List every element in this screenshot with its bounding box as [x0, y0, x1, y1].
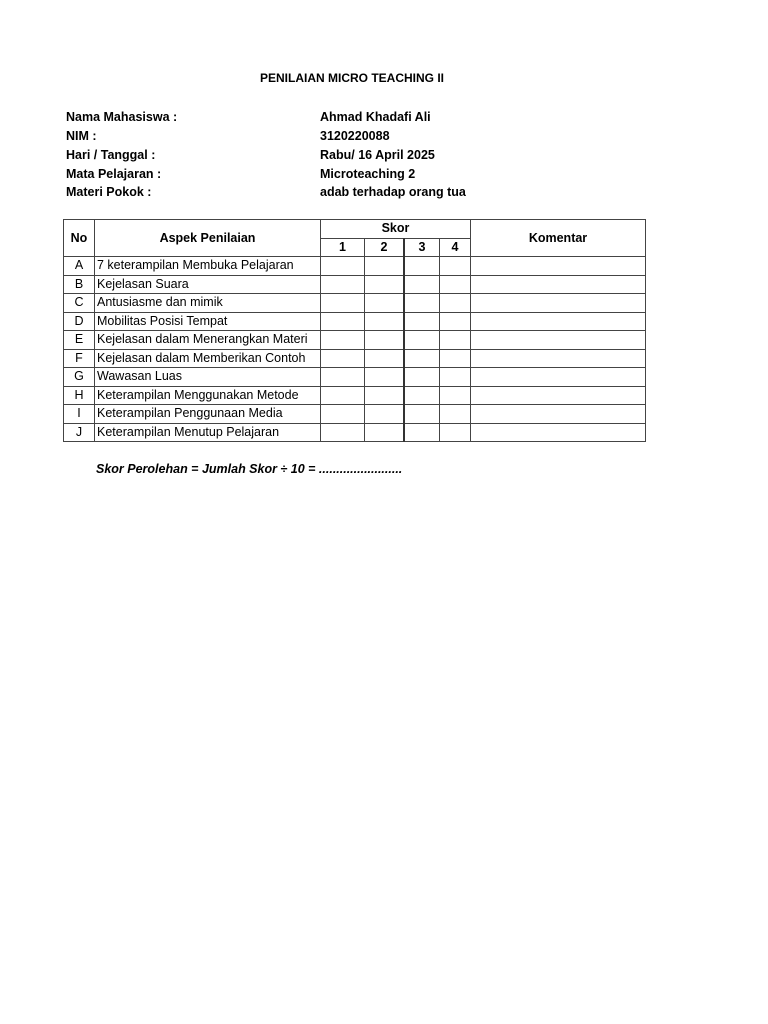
comment-cell — [471, 275, 646, 294]
score-cell-3 — [404, 312, 440, 331]
info-row-nim — [66, 127, 466, 146]
info-row-subject — [66, 164, 466, 183]
score-cell-1 — [321, 405, 365, 424]
score-cell-3 — [404, 368, 440, 387]
score-cell-2 — [365, 257, 405, 276]
score-cell-1 — [321, 349, 365, 368]
header-score-4: 4 — [440, 238, 471, 257]
score-cell-2 — [365, 294, 405, 313]
comment-cell — [471, 368, 646, 387]
score-cell-2 — [365, 386, 405, 405]
row-no: D — [64, 312, 95, 331]
table-row — [64, 275, 646, 294]
comment-cell — [471, 405, 646, 424]
score-cell-1 — [321, 386, 365, 405]
row-aspek: Kejelasan dalam Menerangkan Materi — [95, 331, 321, 350]
row-aspek: Kejelasan Suara — [95, 275, 321, 294]
row-aspek: Keterampilan Penggunaan Media — [95, 405, 321, 424]
comment-cell — [471, 312, 646, 331]
score-cell-4 — [440, 405, 471, 424]
header-komentar: Komentar — [471, 220, 646, 257]
row-no: A — [64, 257, 95, 276]
info-value: Ahmad Khadafi Ali — [320, 110, 431, 125]
row-aspek: Keterampilan Menggunakan Metode — [95, 386, 321, 405]
table-row — [64, 386, 646, 405]
score-cell-1 — [321, 368, 365, 387]
comment-cell — [471, 349, 646, 368]
comment-cell — [471, 331, 646, 350]
info-row-topic — [66, 183, 466, 202]
score-cell-4 — [440, 331, 471, 350]
info-label: Materi Pokok : — [66, 185, 152, 200]
score-cell-4 — [440, 423, 471, 442]
score-cell-4 — [440, 368, 471, 387]
info-value: Microteaching 2 — [320, 166, 416, 181]
row-no: G — [64, 368, 95, 387]
table-row — [64, 331, 646, 350]
assessment-table — [63, 219, 646, 442]
info-value: Rabu/ 16 April 2025 — [320, 147, 435, 162]
row-aspek: Keterampilan Menutup Pelajaran — [95, 423, 321, 442]
row-no: C — [64, 294, 95, 313]
comment-cell — [471, 294, 646, 313]
row-no: J — [64, 423, 95, 442]
score-cell-4 — [440, 257, 471, 276]
row-no: I — [64, 405, 95, 424]
score-cell-3 — [404, 257, 440, 276]
score-cell-3 — [404, 405, 440, 424]
header-score-3: 3 — [404, 238, 440, 257]
row-no: B — [64, 275, 95, 294]
table-row — [64, 312, 646, 331]
score-cell-3 — [404, 331, 440, 350]
info-label: NIM : — [66, 129, 97, 144]
score-cell-2 — [365, 331, 405, 350]
document-title: PENILAIAN MICRO TEACHING II — [259, 71, 444, 85]
score-cell-2 — [365, 349, 405, 368]
header-no: No — [64, 220, 95, 257]
score-cell-3 — [404, 294, 440, 313]
score-cell-1 — [321, 331, 365, 350]
score-cell-1 — [321, 423, 365, 442]
info-value: adab terhadap orang tua — [320, 185, 466, 200]
row-no: E — [64, 331, 95, 350]
score-cell-4 — [440, 349, 471, 368]
score-cell-2 — [365, 423, 405, 442]
comment-cell — [471, 386, 646, 405]
comment-cell — [471, 423, 646, 442]
header-score-1: 1 — [321, 238, 365, 257]
score-cell-4 — [440, 386, 471, 405]
table-body — [64, 257, 646, 442]
row-aspek: Kejelasan dalam Memberikan Contoh — [95, 349, 321, 368]
table-row — [64, 423, 646, 442]
score-cell-1 — [321, 294, 365, 313]
table-row — [64, 368, 646, 387]
table-row — [64, 294, 646, 313]
score-cell-3 — [404, 349, 440, 368]
info-row-name — [66, 108, 466, 127]
info-label: Nama Mahasiswa : — [66, 110, 178, 125]
table-row — [64, 349, 646, 368]
score-cell-2 — [365, 368, 405, 387]
row-no: H — [64, 386, 95, 405]
score-cell-3 — [404, 275, 440, 294]
row-no: F — [64, 349, 95, 368]
comment-cell — [471, 257, 646, 276]
score-formula: Skor Perolehan = Jumlah Skor ÷ 10 = ........................ — [96, 462, 403, 476]
score-cell-2 — [365, 405, 405, 424]
table-row — [64, 257, 646, 276]
score-cell-1 — [321, 257, 365, 276]
info-label: Mata Pelajaran : — [66, 166, 162, 181]
score-cell-4 — [440, 294, 471, 313]
info-row-date — [66, 146, 466, 165]
score-cell-3 — [404, 423, 440, 442]
header-score-2: 2 — [365, 238, 405, 257]
score-cell-4 — [440, 312, 471, 331]
score-cell-4 — [440, 275, 471, 294]
header-aspek: Aspek Penilaian — [95, 220, 321, 257]
row-aspek: 7 keterampilan Membuka Pelajaran — [95, 257, 321, 276]
row-aspek: Mobilitas Posisi Tempat — [95, 312, 321, 331]
info-label: Hari / Tanggal : — [66, 147, 156, 162]
score-cell-2 — [365, 312, 405, 331]
row-aspek: Wawasan Luas — [95, 368, 321, 387]
header-skor: Skor — [321, 220, 471, 239]
row-aspek: Antusiasme dan mimik — [95, 294, 321, 313]
student-info — [66, 108, 466, 202]
score-cell-2 — [365, 275, 405, 294]
score-cell-3 — [404, 386, 440, 405]
score-cell-1 — [321, 275, 365, 294]
info-value: 3120220088 — [320, 129, 390, 144]
table-row — [64, 405, 646, 424]
score-cell-1 — [321, 312, 365, 331]
